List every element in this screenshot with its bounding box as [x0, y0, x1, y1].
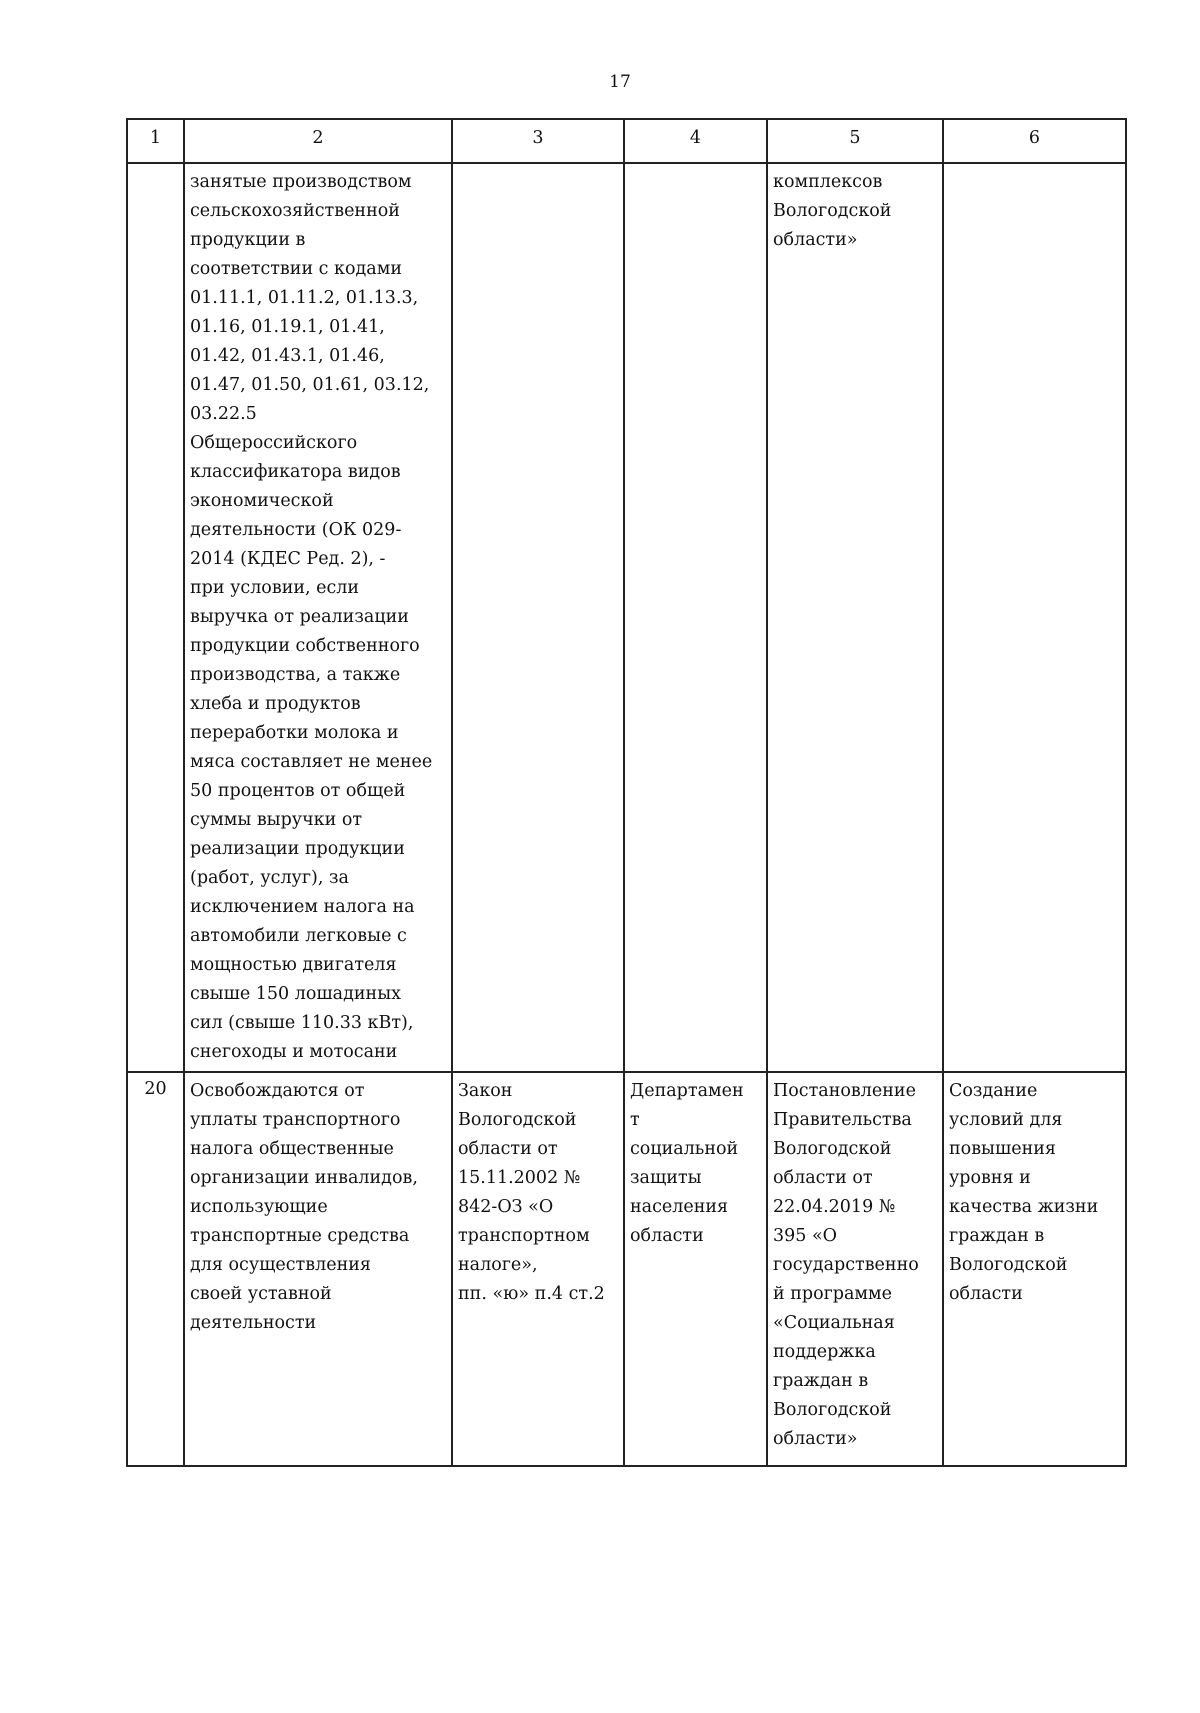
curator-cell [624, 163, 767, 1072]
row-number-cell [127, 163, 184, 1072]
goal-cell [943, 163, 1126, 1072]
benefit-description-cell: занятые производством сельскохозяйственной продукции в соответствии с кодами 01.11.1, 01.11.2, 01.13.3, 01.16, 01.19.1, 01.41, 01.42, 01.43.1, 01.46, 01.47, 01.50, 01.61, 03.12, 03.22.5 Общероссийского классификатора видов экономической деятельности (ОК 029- 2014 (КДЕС Ред. 2), - при условии, если выручка от реализации продукции собственного производства, а также хлеба и продуктов переработки молока и мяса составляет не менее 50 процентов от общей суммы выручки от реализации продукции (работ, услуг), за исключением налога на автомобили легковые с мощностью двигателя свыше 150 лошадиных сил (свыше 110.33 кВт), снегоходы и мотосани [184, 163, 452, 1072]
column-header-2: 2 [184, 119, 452, 163]
column-header-1: 1 [127, 119, 184, 163]
legal-basis-cell [452, 163, 624, 1072]
legal-basis-cell: Закон Вологодской области от 15.11.2002 № 842-ОЗ «О транспортном налоге», пп. «ю» п.4 ст.2 [452, 1072, 624, 1466]
table-row [127, 163, 1126, 1072]
program-cell: комплексов Вологодской области» [767, 163, 943, 1072]
column-header-6: 6 [943, 119, 1126, 163]
table-header-row [127, 119, 1126, 163]
row-number-cell: 20 [127, 1072, 184, 1466]
page-number: 17 [609, 72, 631, 92]
curator-cell: Департамен т социальной защиты населения области [624, 1072, 767, 1466]
column-header-4: 4 [624, 119, 767, 163]
column-header-3: 3 [452, 119, 624, 163]
table-row [127, 1072, 1126, 1466]
benefit-description-cell: Освобождаются от уплаты транспортного налога общественные организации инвалидов, использующие транспортные средства для осуществления своей уставной деятельности [184, 1072, 452, 1466]
benefits-table [126, 118, 1127, 1467]
goal-cell: Создание условий для повышения уровня и качества жизни граждан в Вологодской области [943, 1072, 1126, 1466]
column-header-5: 5 [767, 119, 943, 163]
program-cell: Постановление Правительства Вологодской области от 22.04.2019 № 395 «О государственно й программе «Социальная поддержка граждан в Вологодской области» [767, 1072, 943, 1466]
